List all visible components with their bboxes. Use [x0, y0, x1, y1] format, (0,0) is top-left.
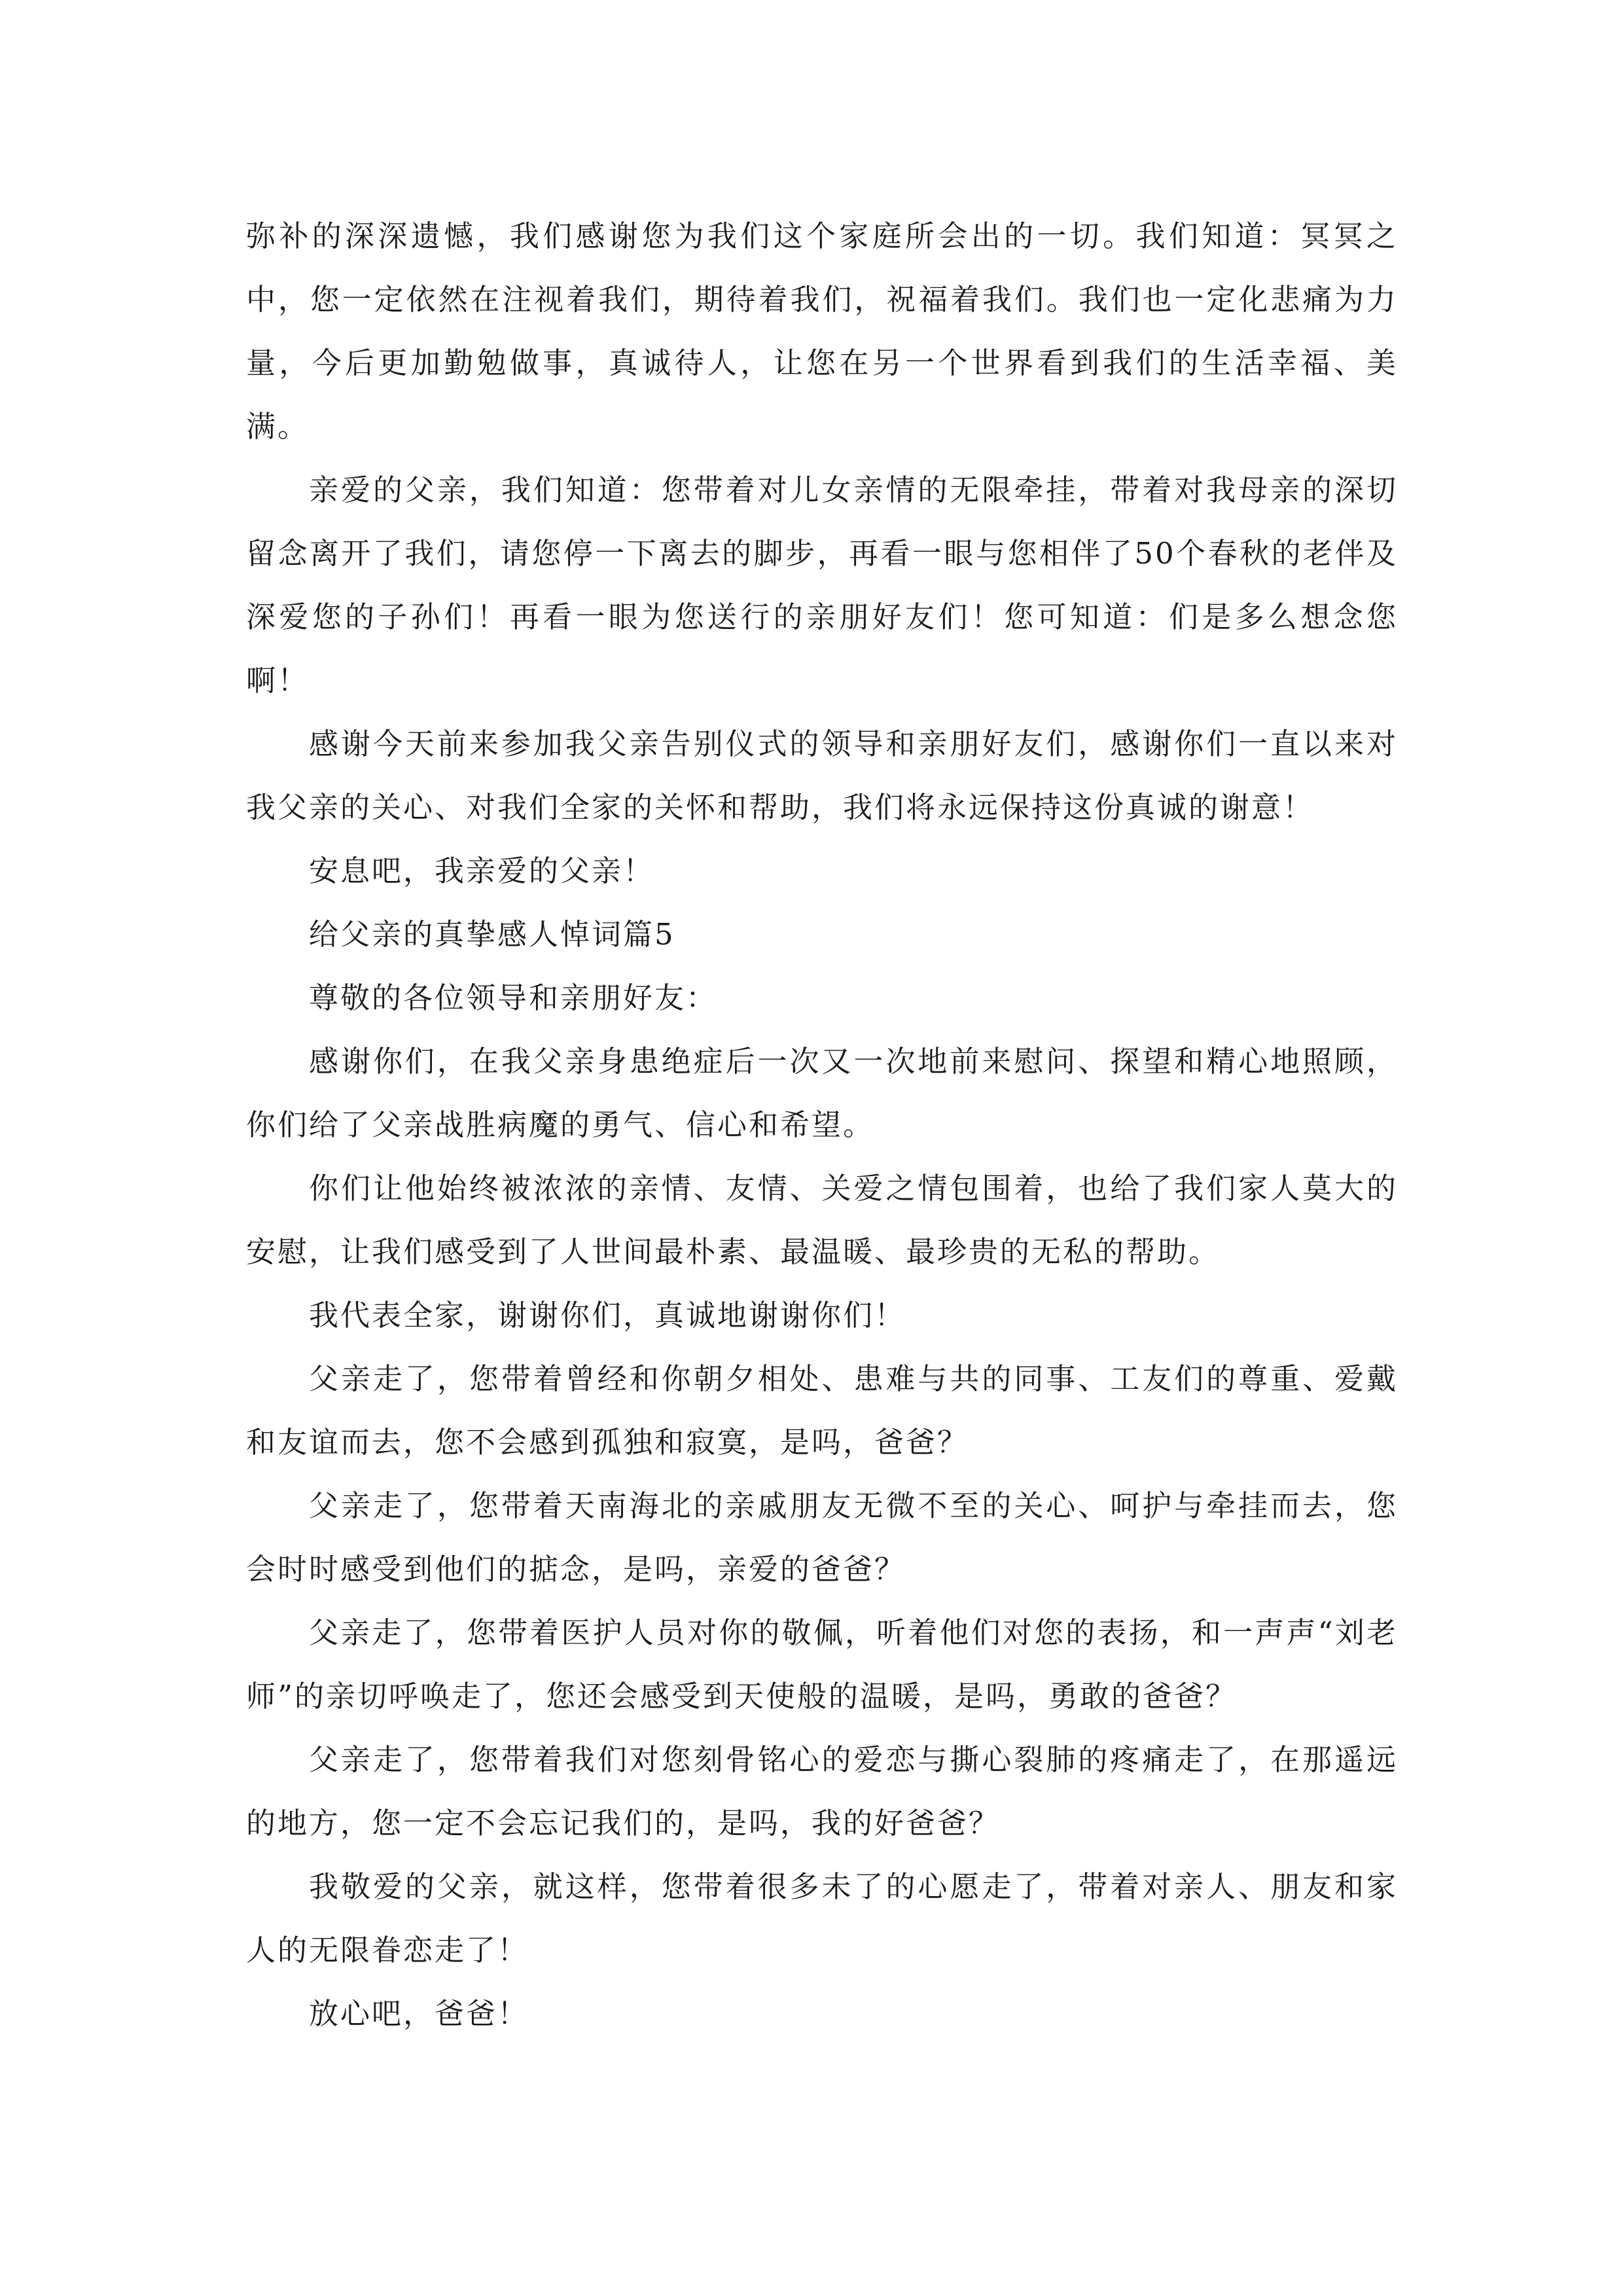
section-heading: 给父亲的真挚感人悼词篇5	[309, 917, 675, 952]
paragraph: 你们让他始终被浓浓的亲情、友情、关爱之情包围着，也给了我们家人莫大的安慰，让我们感受到了人世间最朴素、最温暖、最珍贵的无私的帮助。	[246, 1171, 1398, 1269]
paragraph: 我代表全家，谢谢你们，真诚地谢谢你们！	[309, 1298, 906, 1333]
paragraph: 父亲走了，您带着医护人员对你的敬佩，听着他们对您的表扬，和一声声“刘老师”的亲切呼唤走了，您还会感受到天使般的温暖，是吗，勇敢的爸爸？	[246, 1615, 1398, 1713]
paragraph: 父亲走了，您带着曾经和你朝夕相处、患难与共的同事、工友们的尊重、爱戴和友谊而去，您不会感到孤独和寂寞，是吗，爸爸？	[246, 1361, 1398, 1460]
body-text	[246, 204, 1398, 2045]
paragraph: 感谢你们，在我父亲身患绝症后一次又一次地前来慰问、探望和精心地照顾，你们给了父亲战胜病魔的勇气、信心和希望。	[246, 1044, 1398, 1142]
paragraph: 我敬爱的父亲，就这样，您带着很多未了的心愿走了，带着对亲人、朋友和家人的无限眷恋走了！	[246, 1869, 1398, 1967]
salutation: 尊敬的各位领导和亲朋好友：	[309, 980, 718, 1015]
paragraph: 安息吧，我亲爱的父亲！	[309, 853, 655, 888]
paragraph: 感谢今天前来参加我父亲告别仪式的领导和亲朋好友们，感谢你们一直以来对我父亲的关心、对我们全家的关怀和帮助，我们将永远保持这份真诚的谢意！	[246, 726, 1398, 825]
paragraph: 父亲走了，您带着天南海北的亲戚朋友无微不至的关心、呵护与牵挂而去，您会时时感受到他们的掂念，是吗，亲爱的爸爸？	[246, 1488, 1398, 1587]
closing-line: 放心吧，爸爸！	[309, 1996, 529, 2031]
paragraph: 父亲走了，您带着我们对您刻骨铭心的爱恋与撕心裂肺的疼痛走了，在那遥远的地方，您一定不会忘记我们的，是吗，我的好爸爸？	[246, 1742, 1398, 1840]
paragraph: 弥补的深深遗憾，我们感谢您为我们这个家庭所会出的一切。我们知道：冥冥之中，您一定依然在注视着我们，期待着我们，祝福着我们。我们也一定化悲痛为力量，今后更加勤勉做事，真诚待人，让您在另一个世界看到我们的生活幸福、美满。	[246, 219, 1398, 444]
paragraph: 亲爱的父亲，我们知道：您带着对儿女亲情的无限牵挂，带着对我母亲的深切留念离开了我们，请您停一下离去的脚步，再看一眼与您相伴了50个春秋的老伴及深爱您的子孙们！再看一眼为您送行的亲朋好友们！您可知道：们是多么想念您啊！	[246, 473, 1398, 698]
